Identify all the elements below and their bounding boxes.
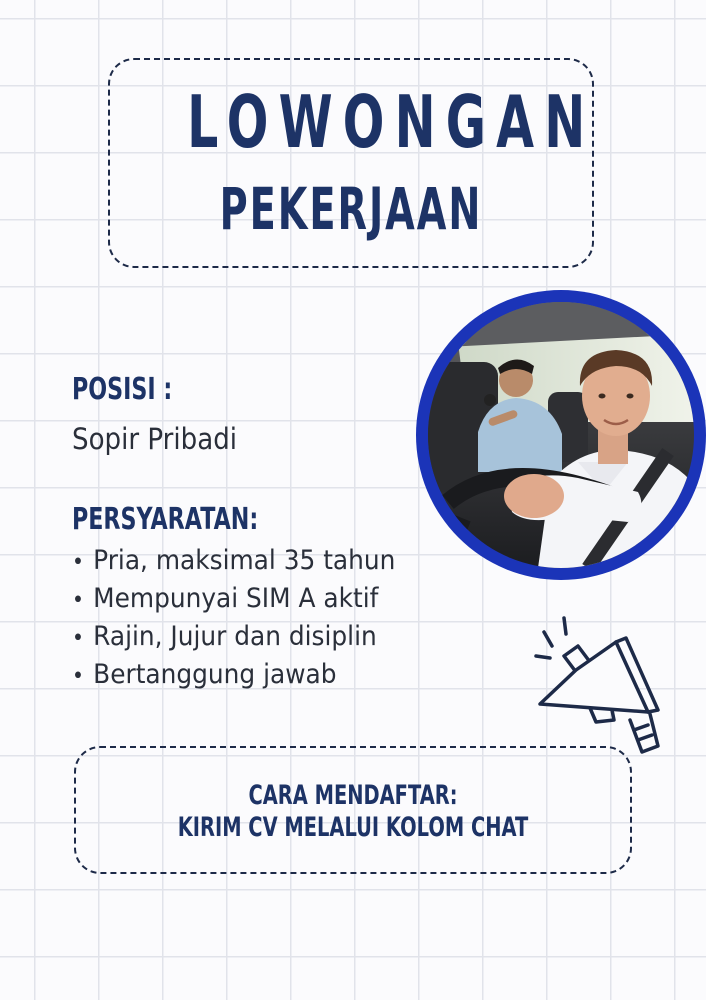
cta-line-2: KIRIM CV MELALUI KOLOM CHAT — [177, 812, 529, 843]
megaphone-icon — [530, 612, 680, 762]
list-item: • Pria, maksimal 35 tahun — [72, 545, 396, 576]
list-item-text: Mempunyai SIM A aktif — [93, 583, 379, 614]
title-box — [108, 58, 594, 268]
list-item-text: Pria, maksimal 35 tahun — [93, 545, 396, 576]
driver-photo-illustration — [428, 302, 694, 568]
requirements-list — [72, 542, 424, 694]
requirements-label: PERSYARATAN: — [72, 502, 259, 537]
cta-line-1: CARA MENDAFTAR: — [248, 780, 458, 811]
cta-box — [74, 746, 632, 874]
list-item: • Rajin, Jujur dan disiplin — [72, 621, 377, 652]
position-label: POSISI : — [72, 372, 173, 407]
driver-photo — [428, 302, 694, 568]
list-item: • Bertanggung jawab — [72, 659, 337, 690]
list-item: • Mempunyai SIM A aktif — [72, 583, 379, 614]
list-item-text: Rajin, Jujur dan disiplin — [93, 621, 377, 652]
page-subtitle: PEKERJAAN — [219, 175, 483, 243]
list-item-text: Bertanggung jawab — [93, 659, 337, 690]
position-value: Sopir Pribadi — [72, 422, 238, 456]
page-title: LOWONGAN — [187, 80, 596, 164]
